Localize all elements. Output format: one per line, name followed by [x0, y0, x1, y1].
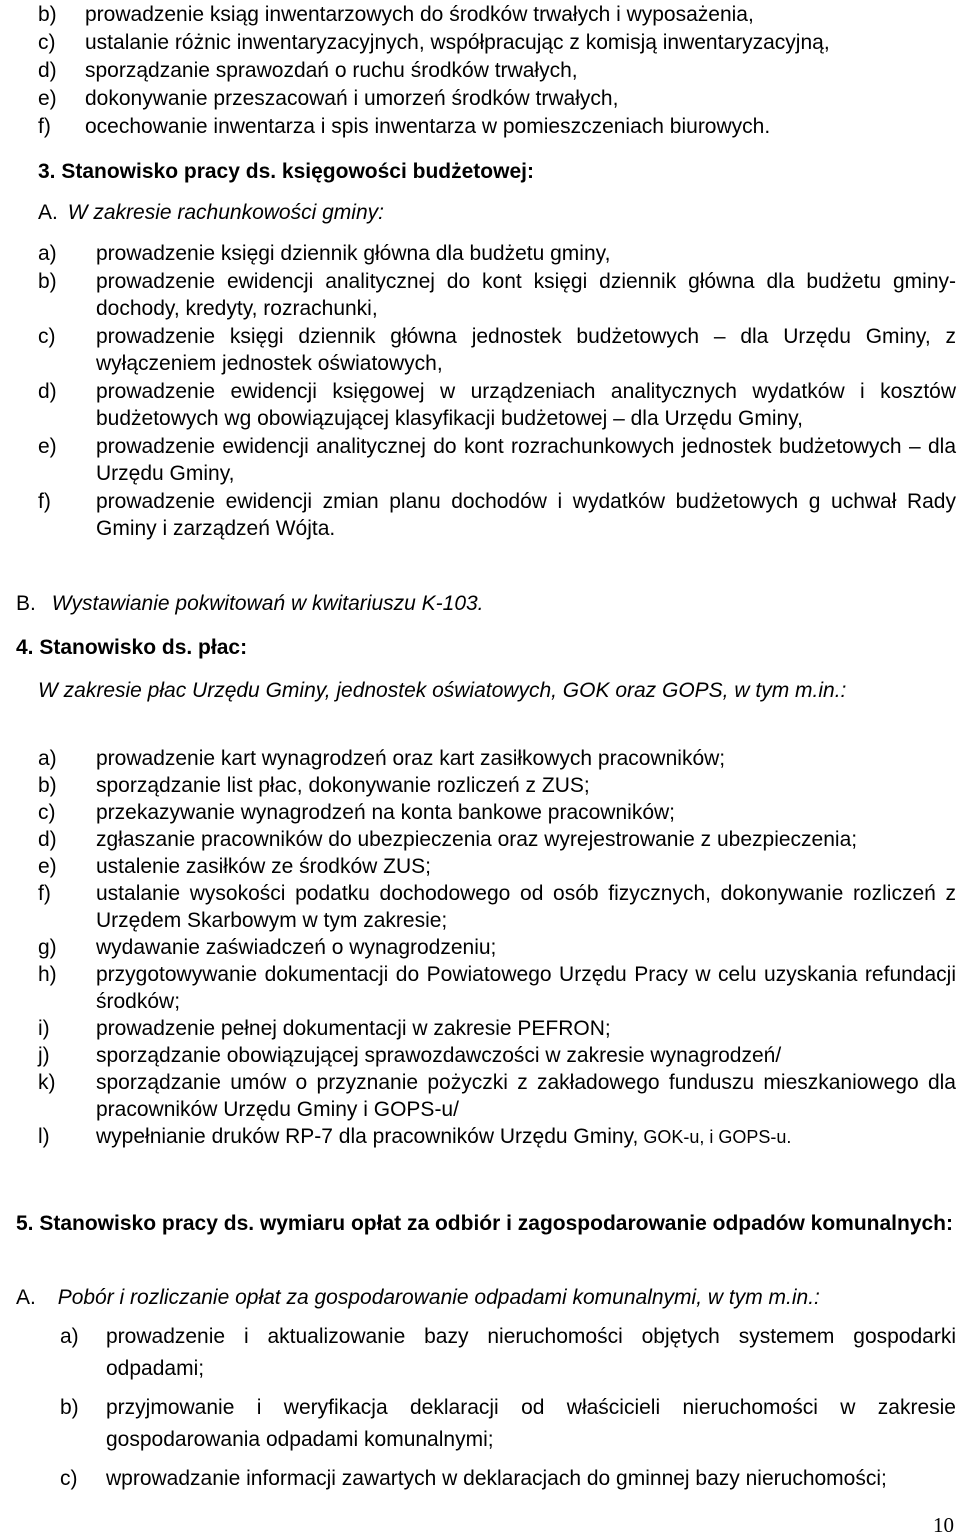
list-marker: d) [38, 380, 57, 403]
payroll-duties-list [38, 745, 956, 1151]
list-item-text: wydawanie zaświadczeń o wynagrodzeniu; [96, 936, 497, 959]
list-marker: c) [60, 1467, 78, 1490]
list-item-text: sporządzanie obowiązującej sprawozdawczości w zakresie wynagrodzeń/ [96, 1044, 782, 1067]
list-item-text-main: wypełnianie druków RP-7 dla pracowników Urzędu Gminy, [96, 1125, 639, 1148]
waste-fee-duties-list [60, 1321, 956, 1502]
list-marker: e) [38, 855, 57, 878]
section-5-a-line [16, 1284, 820, 1311]
list-marker: a) [38, 747, 57, 770]
list-item-text: prowadzenie ksiąg inwentarzowych do środków trwałych i wyposażenia, [85, 3, 754, 26]
list-item [60, 1321, 956, 1385]
section-3-a-line [38, 199, 384, 226]
list-marker: b) [38, 774, 57, 797]
list-item [38, 1069, 956, 1123]
list-item-text: ustalenie zasiłków ze środków ZUS; [96, 855, 431, 878]
list-item [38, 853, 956, 880]
list-item [38, 323, 956, 377]
list-item-text: przyjmowanie i weryfikacja deklaracji od właścicieli nieruchomości w zakresie gospodarowania odpadami komunalnymi; [106, 1396, 956, 1451]
list-item [38, 799, 956, 826]
list-marker: e) [38, 435, 57, 458]
list-item-text: prowadzenie ewidencji analitycznej do kont rozrachunkowych jednostek budżetowych – dla Urzędu Gminy, [96, 435, 956, 485]
section-4-intro: W zakresie płac Urzędu Gminy, jednostek oświatowych, GOK oraz GOPS, w tym m.in.: [38, 679, 847, 702]
list-marker: a) [60, 1325, 79, 1348]
list-marker: b) [60, 1396, 79, 1419]
list-item [60, 1392, 956, 1456]
list-item-text: dokonywanie przeszacowań i umorzeń środków trwałych, [85, 87, 619, 110]
list-marker: c) [38, 31, 56, 54]
list-item [38, 268, 956, 322]
list-item [38, 1123, 956, 1151]
list-item [38, 113, 938, 141]
list-item [38, 772, 956, 799]
list-item-text: prowadzenie księgi dziennik główna jednostek budżetowych – dla Urzędu Gminy, z wyłączeniem jednostek oświatowych, [96, 325, 956, 375]
list-item-text [96, 1123, 791, 1151]
list-item [38, 488, 956, 542]
list-marker: a) [38, 242, 57, 265]
list-item-text: wprowadzanie informacji zawartych w deklaracjach do gminnej bazy nieruchomości; [106, 1467, 887, 1490]
list-item [38, 29, 938, 57]
list-item [38, 745, 956, 772]
section-3-a-title: W zakresie rachunkowości gminy: [67, 201, 384, 224]
section-3-heading: 3. Stanowisko pracy ds. księgowości budżetowej: [38, 160, 534, 183]
section-marker: B. [16, 592, 36, 615]
list-item-text: sporządzanie list płac, dokonywanie rozliczeń z ZUS; [96, 774, 590, 797]
list-item [38, 378, 956, 432]
section-3-b-line [16, 590, 484, 617]
list-item-text: prowadzenie kart wynagrodzeń oraz kart zasiłkowych pracowników; [96, 747, 726, 770]
list-item-text: zgłaszanie pracowników do ubezpieczenia oraz wyrejestrowanie z ubezpieczenia; [96, 828, 858, 851]
list-item [60, 1463, 956, 1495]
section-4-heading: 4. Stanowisko ds. płac: [16, 636, 248, 659]
list-item [38, 240, 956, 267]
list-item-text: prowadzenie pełnej dokumentacji w zakresie PEFRON; [96, 1017, 611, 1040]
list-item-text: ocechowanie inwentarza i spis inwentarza w pomieszczeniach biurowych. [85, 115, 771, 138]
list-marker: d) [38, 828, 57, 851]
list-item [38, 1042, 956, 1069]
list-item-text: sporządzanie umów o przyznanie pożyczki z zakładowego funduszu mieszkaniowego dla pracowników Urzędu Gminy i GOPS-u/ [96, 1071, 956, 1121]
section-5-a-title: Pobór i rozliczanie opłat za gospodarowanie odpadami komunalnymi, w tym m.in.: [57, 1286, 820, 1309]
list-item-text: sporządzanie sprawozdań o ruchu środków trwałych, [85, 59, 578, 82]
section-marker: A. [16, 1286, 36, 1309]
list-marker: b) [38, 3, 57, 26]
list-marker: f) [38, 490, 51, 513]
section-marker: A. [38, 201, 58, 224]
list-marker: b) [38, 270, 57, 293]
list-marker: h) [38, 963, 57, 986]
list-marker: c) [38, 801, 56, 824]
page-number: 10 [933, 1513, 954, 1537]
list-item-text: przygotowywanie dokumentacji do Powiatowego Urzędu Pracy w celu uzyskania refundacji środków; [96, 963, 956, 1013]
list-item [38, 433, 956, 487]
list-item [38, 1, 938, 29]
section-3-b-title: Wystawianie pokwitowań w kwitariuszu K-103. [51, 592, 484, 615]
list-marker: k) [38, 1071, 56, 1094]
list-item-text-tail: GOK-u, i GOPS-u. [638, 1127, 792, 1147]
list-item [38, 880, 956, 934]
list-marker: d) [38, 59, 57, 82]
list-item [38, 934, 956, 961]
list-item-text: ustalanie różnic inwentaryzacyjnych, współpracując z komisją inwentaryzacyjną, [85, 31, 830, 54]
list-item-text: ustalanie wysokości podatku dochodowego od osób fizycznych, dokonywanie rozliczeń z Urzędem Skarbowym w tym zakresie; [96, 882, 956, 932]
list-item [38, 961, 956, 1015]
list-marker: c) [38, 325, 56, 348]
accounting-duties-list [38, 240, 956, 543]
list-marker: f) [38, 115, 51, 138]
list-item [38, 57, 938, 85]
list-marker: j) [38, 1044, 50, 1067]
list-item-text: prowadzenie ewidencji księgowej w urządzeniach analitycznych wydatków i kosztów budżetowych wg obowiązującej klasyfikacji budżetowej – dla Urzędu Gminy, [96, 380, 956, 430]
list-marker: g) [38, 936, 57, 959]
section-5-heading: 5. Stanowisko pracy ds. wymiaru opłat za odbiór i zagospodarowanie odpadów komunalnych: [16, 1212, 953, 1235]
list-item-text: przekazywanie wynagrodzeń na konta bankowe pracowników; [96, 801, 675, 824]
inventory-duties-list [38, 1, 938, 141]
list-item [38, 85, 938, 113]
list-marker: l) [38, 1125, 50, 1148]
list-marker: f) [38, 882, 51, 905]
list-item [38, 1015, 956, 1042]
list-item-text: prowadzenie ewidencji analitycznej do kont księgi dziennik główna dla budżetu gminy-dochody, kredyty, rozrachunki, [96, 270, 956, 320]
list-item [38, 826, 956, 853]
list-item-text: prowadzenie księgi dziennik główna dla budżetu gminy, [96, 242, 611, 265]
list-item-text: prowadzenie ewidencji zmian planu dochodów i wydatków budżetowych g uchwał Rady Gminy i zarządzeń Wójta. [96, 490, 956, 540]
list-marker: i) [38, 1017, 50, 1040]
list-marker: e) [38, 87, 57, 110]
list-item-text: prowadzenie i aktualizowanie bazy nieruchomości objętych systemem gospodarki odpadami; [106, 1325, 956, 1380]
